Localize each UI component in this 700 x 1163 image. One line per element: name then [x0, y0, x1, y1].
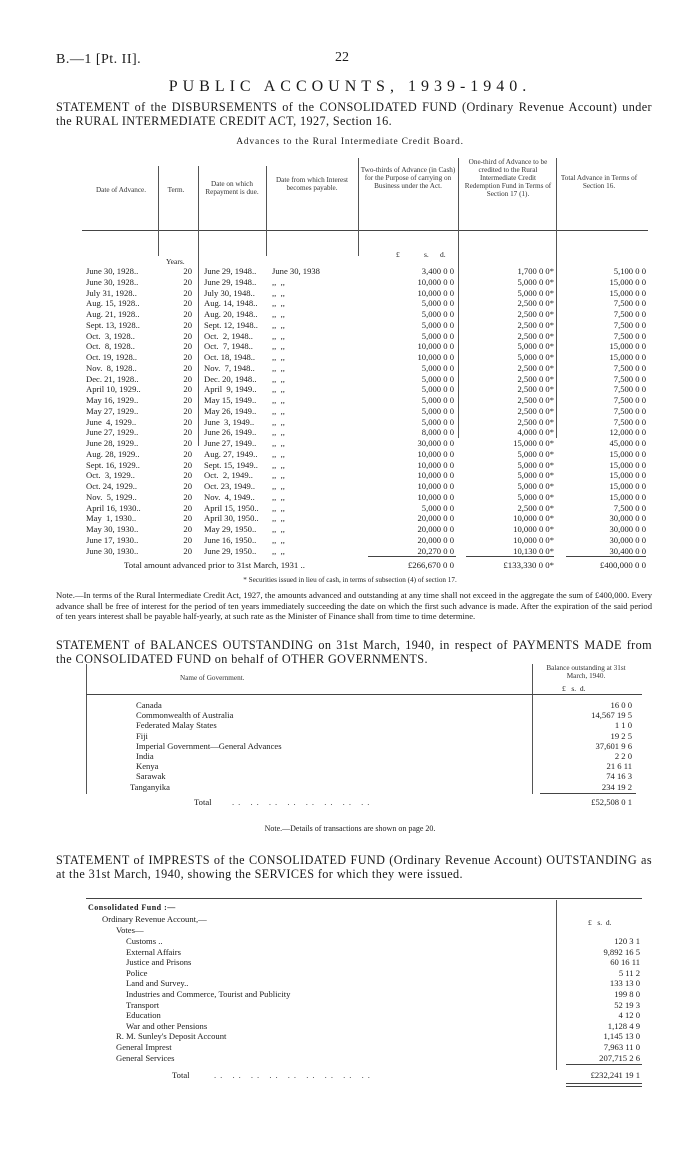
term: 20 — [183, 502, 192, 513]
term: 20 — [183, 352, 192, 362]
one-third-amount: 10,000 0 0* — [513, 524, 554, 534]
statement1-footnote: * Securities issued in lieu of cash, in terms of subsection (4) of section 17. — [243, 576, 457, 584]
advance-date: June 4, 1929.. — [86, 416, 137, 427]
term: 20 — [183, 545, 192, 556]
two-thirds-amount: 10,000 0 0 — [417, 448, 454, 459]
term: 20 — [183, 470, 192, 481]
one-third-amount: 5,000 0 0* — [517, 352, 554, 362]
government-name: India — [136, 751, 154, 761]
government-name: Kenya — [136, 761, 159, 772]
col-two-thirds-header: Two-thirds of Advance (in Cash) for the Purpose of carrying on Business under the Act. — [360, 166, 456, 190]
term: 20 — [183, 416, 192, 427]
two-thirds-amount: 10,000 0 0 — [417, 287, 454, 298]
col-interest-header: Date from which Interest becomes payable. — [275, 176, 349, 192]
statement3-heading: STATEMENT of IMPRESTS of the CONSOLIDATED FUND (Ordinary Revenue Account) OUTSTANDING as at the 31st March, 1940, showing the SERVICES for which they were issued. — [56, 853, 652, 881]
currency-d-a: d. — [440, 250, 446, 259]
service-name: Justice and Prisons — [126, 957, 192, 968]
repayment-date: June 16, 1950.. — [204, 534, 257, 545]
repayment-date: Nov. 4, 1949.. — [204, 491, 255, 502]
statement3-total-label: Total — [172, 1070, 190, 1080]
two-thirds-amount: 8,000 0 0 — [421, 427, 454, 438]
total-amount: 7,500 0 0 — [613, 416, 646, 427]
advance-date: Oct. 3, 1929.. — [86, 470, 135, 481]
one-third-amount: 2,500 0 0* — [517, 330, 554, 341]
total-amount: 15,000 0 0 — [609, 491, 646, 502]
two-thirds-amount: 20,000 0 0 — [417, 524, 454, 534]
interest-date: ,, ,, — [272, 448, 285, 459]
one-third-amount: 5,000 0 0* — [517, 287, 554, 298]
government-name: Tanganyika — [130, 781, 170, 792]
years-label: Years. — [166, 257, 185, 266]
one-third-amount: 5,000 0 0* — [517, 459, 554, 470]
statement1-total-c: £400,000 0 0 — [599, 560, 646, 570]
currency-s-a: s. — [424, 250, 429, 259]
repayment-date: April 30, 1950.. — [204, 513, 259, 524]
page-title: PUBLIC ACCOUNTS, 1939-1940. — [168, 78, 532, 95]
interest-date: ,, ,, — [272, 491, 285, 502]
term: 20 — [183, 341, 192, 352]
total-amount: 15,000 0 0 — [609, 448, 646, 459]
two-thirds-amount: 5,000 0 0 — [421, 309, 454, 319]
term: 20 — [183, 513, 192, 524]
total-amount: 7,500 0 0 — [613, 384, 646, 395]
two-thirds-amount: 10,000 0 0 — [417, 481, 454, 491]
service-name: Industries and Commerce, Tourist and Publicity — [126, 989, 291, 999]
service-name: R. M. Sunley's Deposit Account — [116, 1031, 227, 1042]
two-thirds-amount: 20,000 0 0 — [417, 513, 454, 524]
total-amount: 7,500 0 0 — [613, 373, 646, 384]
term: 20 — [183, 491, 192, 502]
service-name: Transport — [126, 999, 160, 1010]
interest-date: ,, ,, — [272, 534, 285, 545]
imprest-amount: 60 16 11 — [610, 957, 640, 968]
term: 20 — [183, 405, 192, 416]
advance-date: June 30, 1928.. — [86, 276, 139, 287]
total-amount: 7,500 0 0 — [613, 298, 646, 309]
currency-pound-a: £ — [396, 250, 400, 259]
term: 20 — [183, 266, 192, 276]
imprest-amount: 7,963 11 0 — [603, 1042, 640, 1052]
service-name: General Services — [116, 1052, 175, 1063]
advance-date: June 30, 1930.. — [86, 545, 139, 556]
service-name: General Imprest — [116, 1042, 172, 1052]
interest-date: ,, ,, — [272, 405, 285, 416]
repayment-date: Aug. 20, 1948.. — [204, 309, 258, 319]
interest-date: ,, ,, — [272, 341, 285, 352]
total-amount: 15,000 0 0 — [609, 287, 646, 298]
statement2-currency: £ s. d. — [562, 684, 586, 693]
one-third-amount: 10,000 0 0* — [513, 534, 554, 545]
total-amount: 12,000 0 0 — [609, 427, 646, 438]
interest-date: ,, ,, — [272, 416, 285, 427]
one-third-amount: 2,500 0 0* — [517, 502, 554, 513]
government-name: Canada — [136, 700, 162, 710]
statement2-col-balance: Balance outstanding at 31st March, 1940. — [546, 664, 626, 680]
one-third-amount: 5,000 0 0* — [517, 491, 554, 502]
advance-date: Oct. 3, 1928.. — [86, 330, 135, 341]
service-name: Education — [126, 1010, 161, 1021]
interest-date: ,, ,, — [272, 438, 285, 448]
two-thirds-amount: 5,000 0 0 — [421, 395, 454, 405]
repayment-date: Nov. 7, 1948.. — [204, 362, 255, 373]
government-name: Federated Malay States — [136, 720, 217, 731]
statement2-col-name: Name of Government. — [180, 674, 245, 682]
statement3-total: £232,241 19 1 — [590, 1070, 640, 1080]
total-amount: 7,500 0 0 — [613, 395, 646, 405]
two-thirds-amount: 10,000 0 0 — [417, 341, 454, 352]
advance-date: May 30, 1930.. — [86, 524, 139, 534]
total-amount: 30,000 0 0 — [609, 513, 646, 524]
repayment-date: April 9, 1949.. — [204, 384, 257, 395]
repayment-date: Sept. 12, 1948.. — [204, 319, 258, 330]
interest-date: ,, ,, — [272, 524, 285, 534]
imprest-amount: 1,128 4 9 — [607, 1020, 640, 1031]
total-amount: 7,500 0 0 — [613, 362, 646, 373]
note1: Note.—In terms of the Rural Intermediate Credit Act, 1927, the amounts advanced and outstanding at any time shall not exceed in the aggregate the sum of £400,000. Every advance shall be free of interest for the period of ten years immediately succeeding the date on which the first such advance is made. After the expiration of the said period of ten years interest shall be payable half-yearly, at such rate as the Minister of Finance shall from time to time determine. — [56, 590, 652, 622]
repayment-date: Aug. 27, 1949.. — [204, 448, 258, 459]
statement2-note: Note.—Details of transactions are shown on page 20. — [264, 824, 436, 833]
one-third-amount: 5,000 0 0* — [517, 470, 554, 481]
repayment-date: May 15, 1949.. — [204, 395, 257, 405]
imprest-amount: 1,145 13 0 — [603, 1031, 640, 1042]
one-third-amount: 2,500 0 0* — [517, 416, 554, 427]
statement1-total-label: Total amount advanced prior to 31st March, 1931 .. — [124, 560, 305, 570]
service-name: War and other Pensions — [126, 1020, 208, 1031]
statement1-total-a: £266,670 0 0 — [407, 560, 454, 570]
repayment-date: June 29, 1948.. — [204, 266, 257, 276]
advance-date: Dec. 21, 1928.. — [86, 373, 139, 384]
col-date-header: Date of Advance. — [95, 186, 147, 194]
advance-date: Oct. 19, 1928.. — [86, 352, 138, 362]
advance-date: May 16, 1929.. — [86, 395, 139, 405]
two-thirds-amount: 10,000 0 0 — [417, 491, 454, 502]
interest-date: ,, ,, — [272, 427, 285, 438]
one-third-amount: 2,500 0 0* — [517, 384, 554, 395]
repayment-date: Oct. 18, 1948.. — [204, 352, 256, 362]
total-amount: 15,000 0 0 — [609, 276, 646, 287]
imprest-amount: 207,715 2 6 — [599, 1052, 640, 1063]
advance-date: June 30, 1928.. — [86, 266, 139, 276]
repayment-date: Aug. 14, 1948.. — [204, 298, 258, 309]
advance-date: April 10, 1929.. — [86, 384, 141, 395]
two-thirds-amount: 5,000 0 0 — [421, 384, 454, 395]
advance-date: Sept. 13, 1928.. — [86, 319, 140, 330]
imprest-amount: 9,892 16 5 — [603, 946, 640, 957]
total-amount: 15,000 0 0 — [609, 470, 646, 481]
total-amount: 45,000 0 0 — [609, 438, 646, 448]
advance-date: Oct. 24, 1929.. — [86, 481, 138, 491]
term: 20 — [183, 373, 192, 384]
statement2-total-label: Total — [194, 797, 212, 807]
page-reference: B.—1 [Pt. II]. — [56, 52, 142, 67]
advance-date: May 1, 1930.. — [86, 513, 137, 524]
term: 20 — [183, 319, 192, 330]
statement3-currency: £ s. d. — [588, 918, 612, 927]
service-name: Land and Survey.. — [126, 978, 189, 989]
government-name: Fiji — [136, 730, 148, 741]
advance-date: Oct. 8, 1928.. — [86, 341, 135, 352]
two-thirds-amount: 30,000 0 0 — [417, 438, 454, 448]
balance-amount: 14,567 19 5 — [591, 710, 632, 721]
total-amount: 30,000 0 0 — [609, 534, 646, 545]
two-thirds-amount: 20,270 0 0 — [417, 545, 454, 556]
advance-date: Aug. 21, 1928.. — [86, 309, 140, 319]
imprest-amount: 5 11 2 — [618, 967, 640, 978]
total-amount: 15,000 0 0 — [609, 341, 646, 352]
total-amount: 7,500 0 0 — [613, 502, 646, 513]
one-third-amount: 1,700 0 0* — [517, 266, 554, 276]
interest-date: ,, ,, — [272, 362, 285, 373]
one-third-amount: 4,000 0 0* — [517, 427, 554, 438]
interest-date: ,, ,, — [272, 384, 285, 395]
interest-date: ,, ,, — [272, 470, 285, 481]
advance-date: June 27, 1929.. — [86, 427, 139, 438]
two-thirds-amount: 10,000 0 0 — [417, 352, 454, 362]
statement1-heading: STATEMENT of the DISBURSEMENTS of the CONSOLIDATED FUND (Ordinary Revenue Account) under the RURAL INTERMEDIATE CREDIT ACT, 1927, Section 16. — [56, 100, 652, 128]
term: 20 — [183, 395, 192, 405]
one-third-amount: 15,000 0 0* — [513, 438, 554, 448]
two-thirds-amount: 5,000 0 0 — [421, 405, 454, 416]
repayment-date: June 26, 1949.. — [204, 427, 257, 438]
total-amount: 15,000 0 0 — [609, 459, 646, 470]
imprest-amount: 199 8 0 — [614, 989, 640, 999]
col-repayment-header: Date on which Repayment is due. — [205, 180, 259, 196]
repayment-date: June 29, 1948.. — [204, 276, 257, 287]
term: 20 — [183, 481, 192, 491]
total-amount: 7,500 0 0 — [613, 330, 646, 341]
one-third-amount: 5,000 0 0* — [517, 448, 554, 459]
term: 20 — [183, 330, 192, 341]
balance-amount: 74 16 3 — [606, 771, 632, 782]
term: 20 — [183, 384, 192, 395]
service-name: External Affairs — [126, 946, 181, 957]
one-third-amount: 2,500 0 0* — [517, 298, 554, 309]
government-name: Commonwealth of Australia — [136, 710, 234, 721]
page-number: 22 — [335, 50, 349, 65]
balance-amount: 1 1 0 — [614, 720, 632, 731]
col-term-header: Term. — [167, 186, 185, 194]
two-thirds-amount: 5,000 0 0 — [421, 330, 454, 341]
interest-date: ,, ,, — [272, 309, 285, 319]
term: 20 — [183, 276, 192, 287]
interest-date: ,, ,, — [272, 298, 285, 309]
two-thirds-amount: 5,000 0 0 — [421, 298, 454, 309]
term: 20 — [183, 524, 192, 534]
repayment-date: June 27, 1949.. — [204, 438, 257, 448]
one-third-amount: 2,500 0 0* — [517, 362, 554, 373]
advance-date: April 16, 1930.. — [86, 502, 141, 513]
advance-date: June 28, 1929.. — [86, 438, 139, 448]
interest-date: ,, ,, — [272, 502, 285, 513]
service-name: Police — [126, 967, 148, 978]
one-third-amount: 5,000 0 0* — [517, 341, 554, 352]
balance-amount: 21 6 11 — [606, 761, 632, 772]
repayment-date: May 26, 1949.. — [204, 405, 257, 416]
balance-amount: 234 19 2 — [601, 781, 632, 792]
term: 20 — [183, 298, 192, 309]
two-thirds-amount: 20,000 0 0 — [417, 534, 454, 545]
repayment-date: June 29, 1950.. — [204, 545, 257, 556]
balance-amount: 16 0 0 — [610, 700, 632, 710]
repayment-date: May 29, 1950.. — [204, 524, 257, 534]
imprest-amount: 120 3 1 — [614, 936, 640, 946]
imprest-amount: 4 12 0 — [618, 1010, 640, 1021]
one-third-amount: 2,500 0 0* — [517, 373, 554, 384]
balance-amount: 19 2 5 — [610, 730, 632, 741]
total-amount: 7,500 0 0 — [613, 405, 646, 416]
advance-date: July 31, 1928.. — [86, 287, 137, 298]
two-thirds-amount: 10,000 0 0 — [417, 276, 454, 287]
interest-date: ,, ,, — [272, 352, 285, 362]
statement2-heading: STATEMENT of BALANCES OUTSTANDING on 31st March, 1940, in respect of PAYMENTS MADE from the CONSOLIDATED FUND on behalf of OTHER GOVERNMENTS. — [56, 638, 652, 666]
statement2-total: £52,508 0 1 — [591, 797, 632, 807]
repayment-date: June 3, 1949.. — [204, 416, 255, 427]
statement1-subheading: Advances to the Rural Intermediate Credit Board. — [236, 137, 464, 147]
term: 20 — [183, 534, 192, 545]
advance-date: Nov. 8, 1928.. — [86, 362, 137, 373]
repayment-date: Oct. 2, 1949.. — [204, 470, 253, 481]
repayment-date: Oct. 7, 1948.. — [204, 341, 253, 352]
repayment-date: Dec. 20, 1948.. — [204, 373, 257, 384]
interest-date: ,, ,, — [272, 330, 285, 341]
two-thirds-amount: 5,000 0 0 — [421, 319, 454, 330]
interest-date: ,, ,, — [272, 276, 285, 287]
interest-date: ,, ,, — [272, 513, 285, 524]
two-thirds-amount: 5,000 0 0 — [421, 416, 454, 427]
two-thirds-amount: 3,400 0 0 — [421, 266, 454, 276]
total-amount: 15,000 0 0 — [609, 481, 646, 491]
advance-date: Nov. 5, 1929.. — [86, 491, 137, 502]
two-thirds-amount: 10,000 0 0 — [417, 459, 454, 470]
repayment-date: April 15, 1950.. — [204, 502, 259, 513]
balance-amount: 2 2 0 — [614, 751, 632, 761]
term: 20 — [183, 309, 192, 319]
total-amount: 30,000 0 0 — [609, 524, 646, 534]
advance-date: Aug. 28, 1929.. — [86, 448, 140, 459]
interest-date: ,, ,, — [272, 395, 285, 405]
term: 20 — [183, 438, 192, 448]
repayment-date: Oct. 23, 1949.. — [204, 481, 256, 491]
one-third-amount: 2,500 0 0* — [517, 319, 554, 330]
imprest-amount: 133 13 0 — [609, 978, 640, 989]
interest-date: ,, ,, — [272, 319, 285, 330]
interest-date: ,, ,, — [272, 373, 285, 384]
statement3-votes-label: Votes— — [116, 925, 144, 935]
imprest-amount: 52 19 3 — [614, 999, 640, 1010]
advance-date: June 17, 1930.. — [86, 534, 139, 545]
total-amount: 7,500 0 0 — [613, 319, 646, 330]
statement1-total-b: £133,330 0 0* — [503, 560, 554, 570]
advance-date: Aug. 15, 1928.. — [86, 298, 140, 309]
term: 20 — [183, 287, 192, 298]
col-one-third-header: One-third of Advance to be credited to the Rural Intermediate Credit Redemption Fund in Terms of Section 17 (1). — [464, 158, 552, 198]
term: 20 — [183, 362, 192, 373]
col-total-header: Total Advance in Terms of Section 16. — [560, 174, 638, 190]
one-third-amount: 2,500 0 0* — [517, 405, 554, 416]
one-third-amount: 2,500 0 0* — [517, 309, 554, 319]
balance-amount: 37,601 9 6 — [595, 740, 632, 751]
statement3-fund-label: Consolidated Fund :— — [88, 903, 176, 912]
repayment-date: Oct. 2, 1948.. — [204, 330, 253, 341]
service-name: Customs .. — [126, 936, 163, 946]
advance-date: Sept. 16, 1929.. — [86, 459, 140, 470]
one-third-amount: 2,500 0 0* — [517, 395, 554, 405]
term: 20 — [183, 427, 192, 438]
two-thirds-amount: 5,000 0 0 — [421, 362, 454, 373]
statement3-account-label: Ordinary Revenue Account,— — [102, 914, 207, 924]
two-thirds-amount: 5,000 0 0 — [421, 373, 454, 384]
total-amount: 5,100 0 0 — [613, 266, 646, 276]
interest-date: ,, ,, — [272, 459, 285, 470]
interest-date: ,, ,, — [272, 287, 285, 298]
interest-date: ,, ,, — [272, 545, 285, 556]
one-third-amount: 5,000 0 0* — [517, 276, 554, 287]
two-thirds-amount: 5,000 0 0 — [421, 502, 454, 513]
total-amount: 30,400 0 0 — [609, 545, 646, 556]
interest-date: June 30, 1938 — [272, 266, 320, 276]
government-name: Sarawak — [136, 771, 166, 782]
repayment-date: July 30, 1948.. — [204, 287, 255, 298]
advance-date: May 27, 1929.. — [86, 405, 139, 416]
one-third-amount: 10,130 0 0* — [513, 545, 554, 556]
interest-date: ,, ,, — [272, 481, 285, 491]
one-third-amount: 10,000 0 0* — [513, 513, 554, 524]
total-amount: 15,000 0 0 — [609, 352, 646, 362]
term: 20 — [183, 459, 192, 470]
total-amount: 7,500 0 0 — [613, 309, 646, 319]
one-third-amount: 5,000 0 0* — [517, 481, 554, 491]
government-name: Imperial Government—General Advances — [136, 740, 282, 751]
term: 20 — [183, 448, 192, 459]
two-thirds-amount: 10,000 0 0 — [417, 470, 454, 481]
repayment-date: Sept. 15, 1949.. — [204, 459, 258, 470]
